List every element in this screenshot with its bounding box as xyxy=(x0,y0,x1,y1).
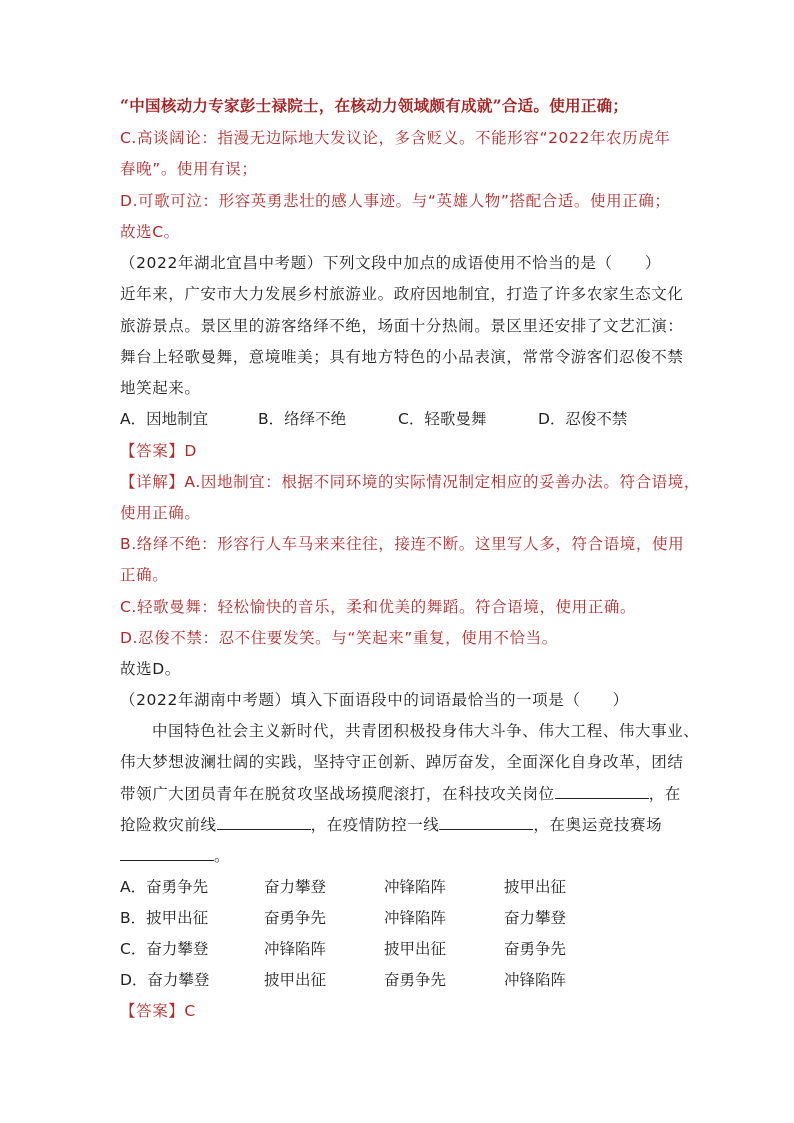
detail-tag: 【详解】 xyxy=(120,473,185,491)
conclusion-line: 故选C。 xyxy=(120,223,180,241)
option-row-d-1: D．奋力攀登 xyxy=(120,971,210,989)
passage-line: 舞台上轻歌曼舞，意境唯美；具有地方特色的小品表演，常常令游客们忍俊不禁 xyxy=(120,348,684,366)
option-row-c-3: 披甲出征 xyxy=(384,940,447,958)
passage-line: 旅游景点。景区里的游客络绎不绝，场面十分热闹。景区里还安排了文艺汇演： xyxy=(120,317,684,335)
fill-blank xyxy=(555,784,649,799)
fill-blank xyxy=(120,846,214,861)
passage-line: 近年来，广安市大力发展乡村旅游业。政府因地制宜，打造了许多农家生态文化 xyxy=(120,285,684,303)
option-row-a-1: A．奋勇争先 xyxy=(120,878,209,896)
answer-value: D xyxy=(184,442,197,460)
detail-line: D.忍俊不禁：忍不住要发笑。与“笑起来”重复，使用不恰当。 xyxy=(120,629,558,647)
passage-text: ，在奥运竞技赛场 xyxy=(533,816,663,834)
passage-line: 伟大梦想波澜壮阔的实践，坚持守正创新、踔厉奋发，全面深化自身改革，团结 xyxy=(120,753,684,771)
option-row-c-4: 奋勇争先 xyxy=(504,940,567,958)
passage-line xyxy=(120,784,681,804)
detail-text: A.因地制宜：根据不同环境的实际情况制定相应的妥善办法。符合语境， xyxy=(184,473,700,491)
option-row-a-3: 冲锋陷阵 xyxy=(384,878,447,896)
question-stem: （2022年湖南中考题）填入下面语段中的词语最恰当的一项是（ ） xyxy=(120,691,629,709)
option-row-d-3: 奋勇争先 xyxy=(384,971,447,989)
passage-line: 中国特色社会主义新时代，共青团积极投身伟大斗争、伟大工程、伟大事业、 xyxy=(152,722,700,740)
passage-text: 带领广大团员青年在脱贫攻坚战场摸爬滚打，在科技攻关岗位 xyxy=(120,785,555,803)
detail-line: 正确。 xyxy=(120,566,169,584)
fill-blank xyxy=(439,815,533,830)
explanation-line: “中国核动力专家彭士禄院士，在核动力领域颇有成就”合适。使用正确； xyxy=(120,96,629,115)
option-row-c-2: 冲锋陷阵 xyxy=(264,940,327,958)
passage-line xyxy=(120,815,662,835)
option-row-b-1: B．披甲出征 xyxy=(120,909,209,927)
detail-line xyxy=(120,472,700,492)
explanation-line: C.高谈阔论：指漫无边际地大发议论，多含贬义。不能形容“2022年农历虎年 xyxy=(120,129,671,147)
answer-tag: 【答案】 xyxy=(120,1002,185,1020)
explanation-line: 春晚”。使用有误； xyxy=(120,160,258,178)
passage-text: ，在疫情防控一线 xyxy=(310,816,440,834)
answer-line xyxy=(120,441,197,461)
option-c: C．轻歌曼舞 xyxy=(398,410,487,428)
option-row-b-4: 奋力攀登 xyxy=(504,909,567,927)
answer-line xyxy=(120,1001,196,1021)
explanation-line: D.可歌可泣：形容英勇悲壮的感人事迹。与“英雄人物”搭配合适。使用正确； xyxy=(120,192,671,210)
fill-blank xyxy=(217,815,311,830)
option-b: B．络绎不绝 xyxy=(258,410,347,428)
passage-line: 地笑起来。 xyxy=(120,379,201,397)
passage-text: ，在 xyxy=(648,785,681,803)
passage-line xyxy=(120,846,230,866)
conclusion-line: 故选D。 xyxy=(120,660,181,678)
answer-value: C xyxy=(184,1002,196,1020)
option-row-a-4: 披甲出征 xyxy=(504,878,567,896)
detail-line: C.轻歌曼舞：轻松愉快的音乐，柔和优美的舞蹈。符合语境，使用正确。 xyxy=(120,598,637,616)
option-row-a-2: 奋力攀登 xyxy=(264,878,327,896)
passage-text: 。 xyxy=(214,847,231,865)
passage-text: 抢险救灾前线 xyxy=(120,816,217,834)
detail-line: 使用正确。 xyxy=(120,504,201,522)
option-a: A．因地制宜 xyxy=(120,410,209,428)
detail-line: B.络绎不绝：形容行人车马来来往往，接连不断。这里写人多，符合语境，使用 xyxy=(120,535,685,553)
answer-tag: 【答案】 xyxy=(120,442,185,460)
option-row-c-1: C．奋力攀登 xyxy=(120,940,209,958)
option-row-b-2: 奋勇争先 xyxy=(264,909,327,927)
option-d: D．忍俊不禁 xyxy=(538,410,628,428)
option-row-d-4: 冲锋陷阵 xyxy=(504,971,567,989)
option-row-d-2: 披甲出征 xyxy=(264,971,327,989)
option-row-b-3: 冲锋陷阵 xyxy=(384,909,447,927)
question-stem: （2022年湖北宜昌中考题）下列文段中加点的成语使用不恰当的是（ ） xyxy=(120,254,661,272)
